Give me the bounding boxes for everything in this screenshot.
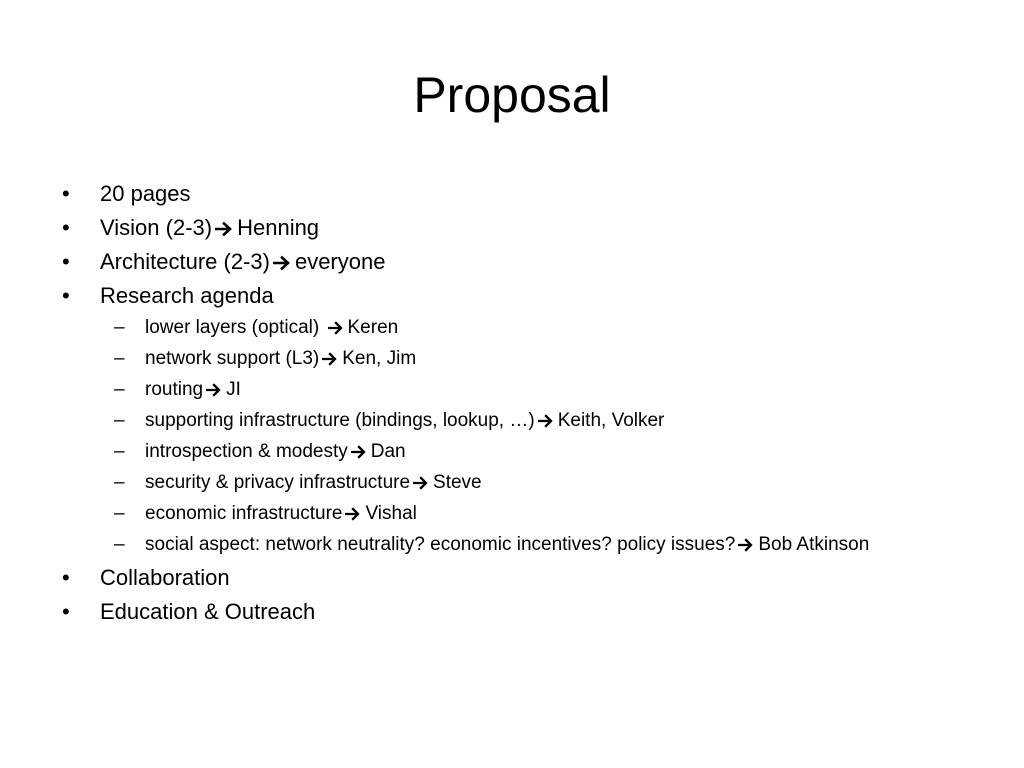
sub-item-text: network support (L3) <box>145 348 320 369</box>
assignee-text: Henning <box>237 215 320 240</box>
sub-item-text: security & privacy infrastructure <box>145 472 411 493</box>
bullet-text: Education & Outreach <box>100 599 316 624</box>
bullet-item-collaboration <box>62 564 962 592</box>
assignee-text: Dan <box>370 441 406 462</box>
right-arrow-icon <box>413 476 429 490</box>
assignee-text: Ken, Jim <box>342 348 417 369</box>
bullet-text: 20 pages <box>100 181 191 206</box>
sub-item-security-privacy <box>62 471 950 495</box>
sub-item-text: economic infrastructure <box>145 503 343 524</box>
right-arrow-icon <box>351 445 367 459</box>
bullet-text: Collaboration <box>100 565 230 590</box>
bullet-item-vision <box>62 214 962 242</box>
assignee-text: Keren <box>347 317 399 338</box>
right-arrow-icon <box>538 414 554 428</box>
bullet-dot-icon: • <box>62 599 70 624</box>
assignee-text: Keith, Volker <box>557 410 665 431</box>
right-arrow-icon <box>738 538 754 552</box>
bullet-dot-icon: • <box>62 565 70 590</box>
dash-icon: – <box>114 503 125 524</box>
bullet-list <box>62 180 962 632</box>
sub-item-introspection <box>62 440 950 464</box>
sub-item-text: routing <box>145 379 204 400</box>
bullet-item-education-outreach <box>62 598 962 626</box>
dash-icon: – <box>114 534 125 555</box>
sub-item-social-aspect <box>62 533 950 557</box>
dash-icon: – <box>114 348 125 369</box>
assignee-text: JI <box>226 379 241 400</box>
assignee-text: Vishal <box>365 503 417 524</box>
bullet-item-research-agenda <box>62 282 962 310</box>
sub-item-routing <box>62 378 950 402</box>
bullet-text: Research agenda <box>100 283 274 308</box>
bullet-dot-icon: • <box>62 181 70 206</box>
assignee-text: Bob Atkinson <box>758 534 870 555</box>
sub-item-network-support <box>62 347 950 371</box>
dash-icon: – <box>114 472 125 493</box>
dash-icon: – <box>114 410 125 431</box>
bullet-text: Vision (2-3) <box>100 215 213 240</box>
bullet-dot-icon: • <box>62 215 70 240</box>
bullet-item-pages <box>62 180 962 208</box>
bullet-dot-icon: • <box>62 283 70 308</box>
right-arrow-icon <box>328 321 344 335</box>
bullet-dot-icon: • <box>62 249 70 274</box>
sub-item-supporting-infrastructure <box>62 409 950 433</box>
right-arrow-icon <box>215 221 233 237</box>
sub-item-economic-infrastructure <box>62 502 950 526</box>
dash-icon: – <box>114 317 125 338</box>
sub-item-text: lower layers (optical) <box>145 317 325 338</box>
right-arrow-icon <box>273 255 291 271</box>
research-agenda-sublist <box>62 316 962 557</box>
dash-icon: – <box>114 379 125 400</box>
right-arrow-icon <box>206 383 222 397</box>
bullet-text: Architecture (2-3) <box>100 249 270 274</box>
sub-item-text: social aspect: network neutrality? economic incentives? policy issues? <box>145 534 736 555</box>
bullet-item-architecture <box>62 248 962 276</box>
sub-item-lower-layers <box>62 316 950 340</box>
slide-title: Proposal <box>413 67 611 123</box>
sub-item-text: supporting infrastructure (bindings, lookup, …) <box>145 410 535 431</box>
dash-icon: – <box>114 441 125 462</box>
right-arrow-icon <box>345 507 361 521</box>
assignee-text: everyone <box>294 249 386 274</box>
right-arrow-icon <box>322 352 338 366</box>
sub-item-text: introspection & modesty <box>145 441 348 462</box>
assignee-text: Steve <box>433 472 482 493</box>
